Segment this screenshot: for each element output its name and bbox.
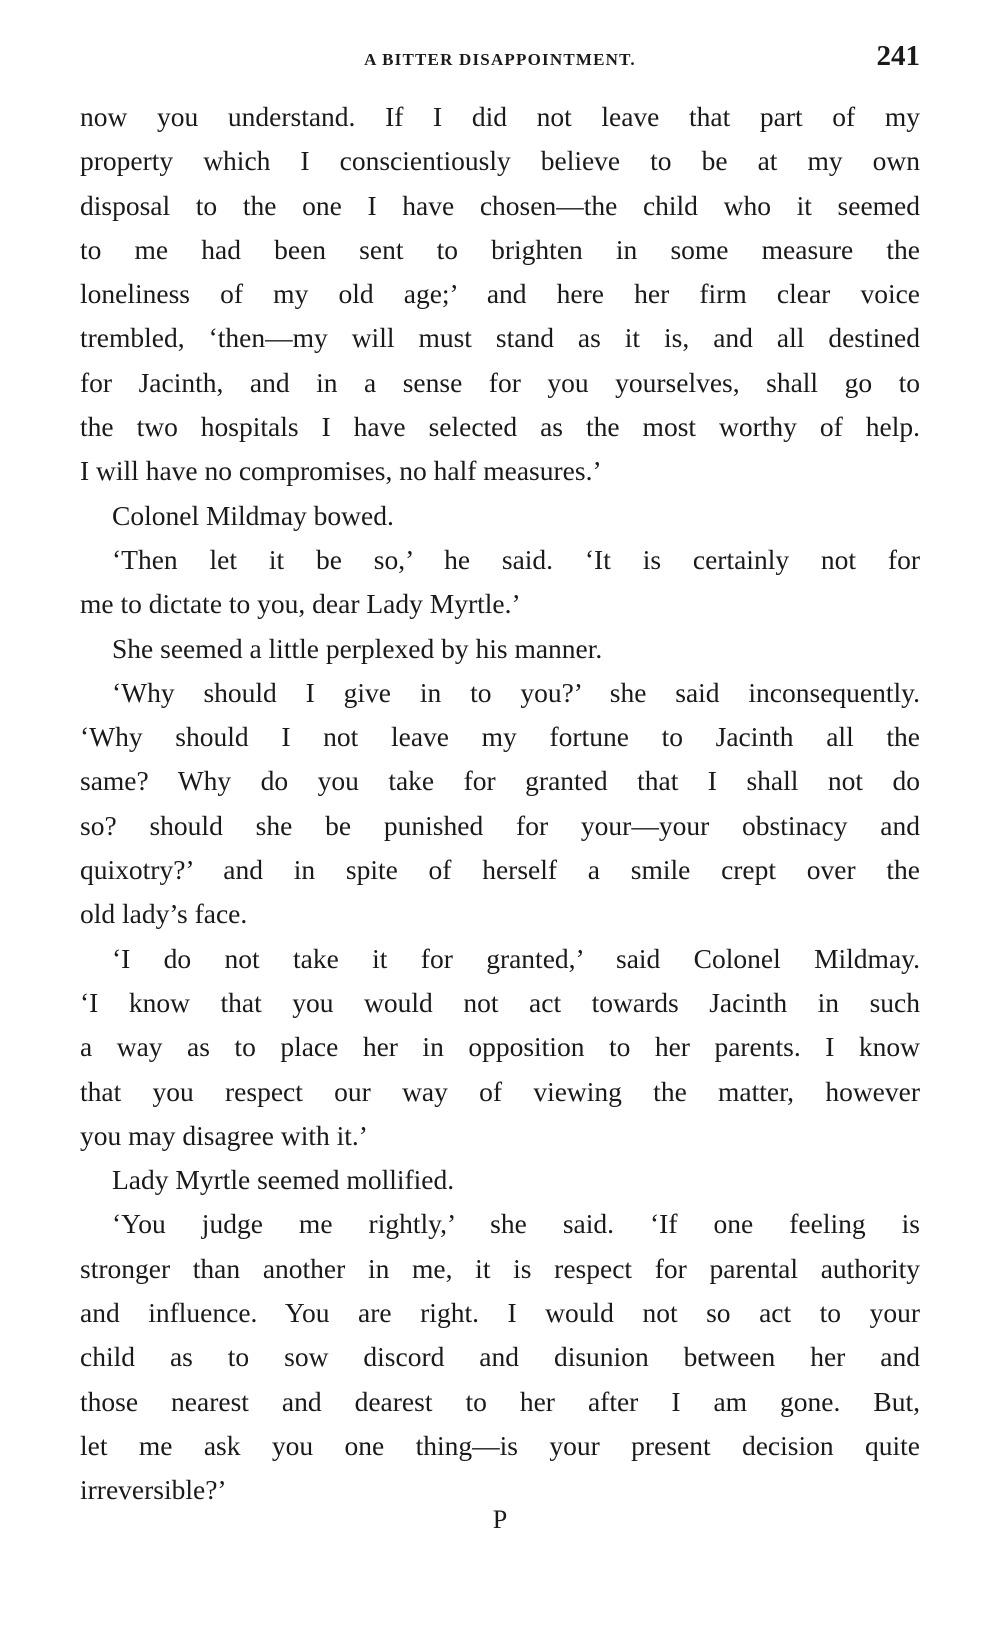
- text-line: you may disagree with it.’: [80, 1119, 368, 1151]
- text-line: that you respect our way of viewing the matter, however: [80, 1075, 920, 1107]
- running-head: [80, 40, 920, 80]
- text-line: a way as to place her in opposition to her parents. I know: [80, 1031, 920, 1063]
- text-line: me to dictate to you, dear Lady Myrtle.’: [80, 588, 521, 620]
- text-line: those nearest and dearest to her after I am gone. But,: [80, 1385, 920, 1417]
- text-line: ‘Why should I give in to you?’ she said inconsequently.: [112, 676, 920, 708]
- text-line: ‘Then let it be so,’ he said. ‘It is certainly not for: [112, 543, 920, 575]
- text-line: property which I conscientiously believe to be at my own: [80, 145, 920, 177]
- text-line: ‘Why should I not leave my fortune to Jacinth all the: [80, 721, 920, 753]
- text-line: to me had been sent to brighten in some measure the: [80, 233, 920, 265]
- text-line: stronger than another in me, it is respect for parental authority: [80, 1252, 920, 1284]
- text-line: disposal to the one I have chosen—the child who it seemed: [80, 189, 920, 221]
- text-line: for Jacinth, and in a sense for you yourselves, shall go to: [80, 366, 920, 398]
- signature-mark: P: [492, 1505, 508, 1534]
- text-line: ‘I know that you would not act towards Jacinth in such: [80, 986, 920, 1018]
- text-line: same? Why do you take for granted that I shall not do: [80, 765, 920, 797]
- text-line: Colonel Mildmay bowed.: [112, 499, 394, 531]
- running-title: A BITTER DISAPPOINTMENT.: [364, 50, 636, 69]
- text-line: let me ask you one thing—is your present decision quite: [80, 1429, 920, 1461]
- text-line: ‘You judge me rightly,’ she said. ‘If one feeling is: [112, 1208, 920, 1240]
- text-line: child as to sow discord and disunion between her and: [80, 1341, 920, 1373]
- text-line: and influence. You are right. I would not so act to your: [80, 1297, 920, 1329]
- text-line: She seemed a little perplexed by his manner.: [112, 632, 603, 664]
- text-line: old lady’s face.: [80, 898, 248, 930]
- text-line: I will have no compromises, no half measures.’: [80, 455, 602, 487]
- body-text: [80, 95, 920, 1513]
- text-line: loneliness of my old age;’ and here her firm clear voice: [80, 278, 920, 310]
- page-number: 241: [876, 40, 920, 72]
- text-line: Lady Myrtle seemed mollified.: [112, 1164, 455, 1196]
- text-line: now you understand. If I did not leave that part of my: [80, 101, 920, 132]
- text-line: so? should she be punished for your—your obstinacy and: [80, 809, 920, 841]
- text-line: quixotry?’ and in spite of herself a smile crept over the: [80, 854, 920, 886]
- text-line: ‘I do not take it for granted,’ said Colonel Mildmay.: [112, 942, 920, 974]
- text-line: trembled, ‘then—my will must stand as it is, and all destined: [80, 322, 920, 354]
- text-line: irreversible?’: [80, 1474, 227, 1506]
- text-line: the two hospitals I have selected as the most worthy of help.: [80, 411, 920, 443]
